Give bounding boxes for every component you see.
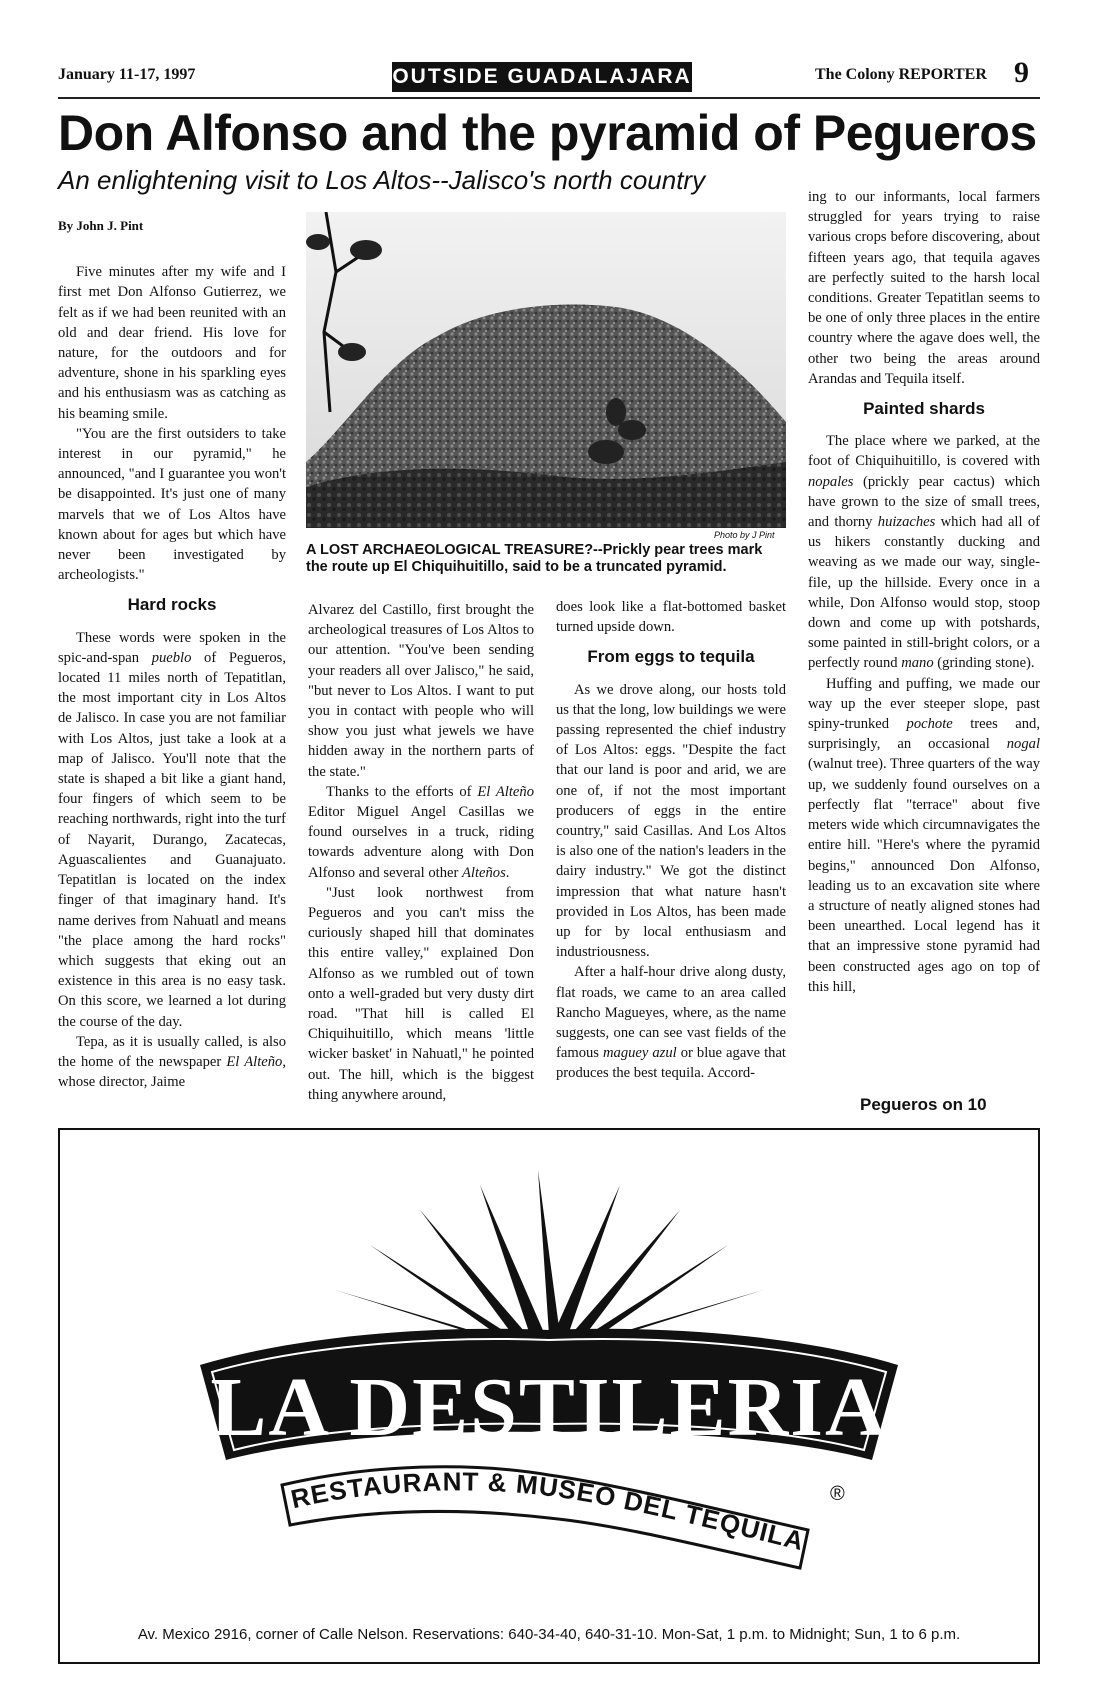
article-headline: Don Alfonso and the pyramid of Pegueros — [58, 105, 1037, 161]
paragraph: Alvarez del Castillo, first brought the archeological treasures of Los Altos to our attention. "You've been sending your readers all over Jalisco," he said, "but never to Los Altos. I want to put you in contact with people who will show you just what jewels we have hidden away in the northern parts of the state." — [308, 602, 534, 780]
paragraph: Five minutes after my wife and I first met Don Alfonso Gutierrez, we felt as if we had been reunited with an old and dear friend. His love for nature, for the outdoors and for adventure, shone in his sparkling eyes and his enthusiasm was as catching as his beaming smile. — [58, 264, 286, 422]
article-column-4 — [808, 187, 1040, 997]
continued-on-page: Pegueros on 10 — [860, 1095, 987, 1114]
paragraph: "Just look northwest from Pegueros and you can't miss the curiously shaped hill that dominates this entire valley," explained Don Alfonso as we rumbled out of town onto a well-graded but very dusty dirt road. "That hill is called El Chiquihuitillo, which means 'little wicker basket' in Nahuatl," he pointed out. The hill, which is the biggest thing anywhere around, — [308, 884, 534, 1103]
page-number: 9 — [1014, 56, 1029, 89]
la-destileria-advertisement — [58, 1128, 1040, 1664]
la-destileria-logo — [60, 1130, 1038, 1620]
pyramid-hill-photo — [306, 212, 786, 528]
paragraph: Tepa, as it is usually called, is also the home of the newspaper El Alteño, whose director, Jaime — [58, 1033, 286, 1091]
header-rule — [58, 97, 1040, 99]
article-column-3 — [556, 597, 786, 1084]
ad-logo-name: LA DESTILERIA — [210, 1361, 888, 1454]
subheading-hard-rocks: Hard rocks — [127, 595, 217, 615]
paragraph: The place where we parked, at the foot of Chiquihuitillo, is covered with nopales (prickly pear cactus) which have grown to the size of small trees, and thorny huizaches which had all of us hikers constantly ducking and weaving as we made our way, single-file, up the hillside. Every once in a while, Don Alfonso would stop, stoop down and come up with potshards, some painted in still-bright colors, or a perfectly round mano (grinding stone). — [808, 433, 1040, 672]
registered-mark: ® — [830, 1483, 845, 1505]
paragraph: Huffing and puffing, we made our way up the ever steeper slope, past spiny-trunked pochote trees and, surprisingly, an occasional nogal (walnut tree). Three quarters of the way up, we suddenly found ourselves on a perfectly flat "terrace" about five meters wide which circumnavigates the entire hill. "Here's where the pyramid begins," announced Don Alfonso, leading us to an excavation site where a structure of neatly aligned stones had been unearthed. Local legend has it that an impressive stone pyramid had been constructed ages ago on top of this hill, — [808, 675, 1040, 995]
article-subhead: An enlightening visit to Los Altos--Jalisco's north country — [58, 165, 706, 195]
subheading-painted-shards: Painted shards — [863, 399, 985, 419]
byline: By John J. Pint — [58, 218, 144, 233]
section-banner: OUTSIDE GUADALAJARA — [392, 62, 692, 92]
article-column-1 — [58, 210, 286, 1092]
ad-banner-text: RESTAURANT & MUSEO DEL TEQUILA — [288, 1466, 808, 1557]
hill-illustration — [306, 212, 786, 528]
paragraph: Thanks to the efforts of El Alteño Editor Miguel Angel Casillas we found ourselves in a truck, riding towards adventure along with Don Alfonso and several other Alteños. — [308, 783, 534, 881]
agave-icon — [335, 1170, 763, 1342]
paragraph: "You are the first outsiders to take interest in our pyramid," he announced, "and I guarantee you won't be disappointed. It's just one of many marvels that we of Los Altos have known about for ages but which have never been investigated by archeologists." — [58, 425, 286, 584]
newspaper-name: The Colony REPORTER — [815, 66, 987, 83]
paragraph: ing to our informants, local farmers struggled for years trying to raise various crops before discovering, about fifteen years ago, that tequila agaves are perfectly suited to the harsh local conditions. Greater Tepatitlan seems to be one of only three places in the entire country where the agave does well, the other two being the areas around Arandas and Tequila itself. — [808, 189, 1040, 387]
paragraph: These words were spoken in the spic-and-span pueblo of Pegueros, located 11 miles north of Tepatitlan, the most important city in Los Altos de Jalisco. In case you are not familiar with Los Altos, just take a look at a map of Jalisco. You'll note that the state is shaped a bit like a giant hand, four fingers of which seem to be reaching northwards, right into the turf of Nayarit, Durango, Zacatecas, Aguascalientes and Guanajuato. Tepatitlan is located on the index finger of that imaginary hand. It's name derives from Nahuatl and means "the place among the hard rocks" which suggests that eking out an existence in this area is no easy task. On this score, we learned a lot during the course of the day. — [58, 629, 286, 1030]
photo-caption: A LOST ARCHAEOLOGICAL TREASURE?--Prickly pear trees mark the route up El Chiquihuitillo, said to be a truncated pyramid. — [306, 542, 763, 575]
paragraph: As we drove along, our hosts told us that the long, low buildings we were passing represented the chief industry of Los Altos: eggs. "Despite the fact that our land is poor and arid, we are one of, if not the most important producers of eggs in the entire country," said Casillas. And Los Altos is also one of the nation's leaders in the dairy industry." We got the distinct impression that what nature hasn't provided in Los Altos, has been made up for by local enthusiasm and industriousness. — [556, 681, 786, 961]
paragraph: does look like a flat-bottomed basket turned upside down. — [556, 599, 786, 636]
photo-credit: Photo by J Pint — [714, 530, 775, 540]
ad-address: Av. Mexico 2916, corner of Calle Nelson. Reservations: 640-34-40, 640-31-10. Mon-Sat, 1 p.m. to Midnight; Sun, 1 to 6 p.m. — [137, 1626, 961, 1643]
article-column-2 — [308, 600, 534, 1105]
subheading-eggs-tequila: From eggs to tequila — [587, 647, 755, 667]
issue-date: January 11-17, 1997 — [58, 66, 196, 83]
paragraph: After a half-hour drive along dusty, flat roads, we came to an area called Rancho Magueyes, where, as the name suggests, one can see vast fields of the famous maguey azul or blue agave that produces the best tequila. Accord- — [556, 964, 786, 1082]
